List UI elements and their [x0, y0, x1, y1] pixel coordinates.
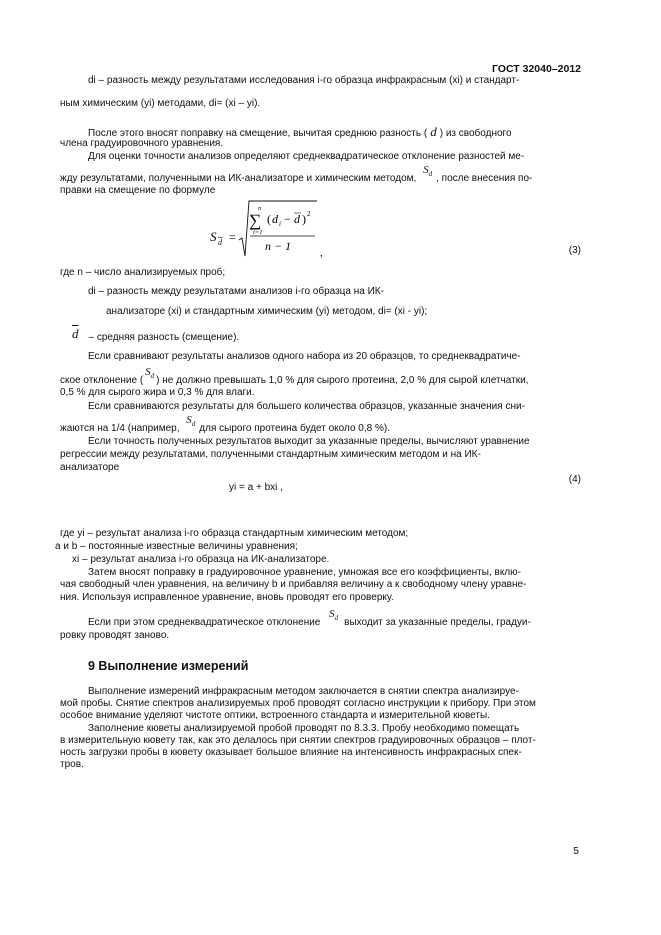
text-line: где n – число анализируемых проб;	[60, 267, 226, 278]
equation-number: (3)	[568, 245, 581, 256]
text-line: Если сравниваются результаты для большего количества образцов, указанные значения сни-	[88, 401, 525, 412]
symbol-d-subscript: d	[334, 614, 339, 623]
text-line: где yi – результат анализа i-го образца стандартным химическим методом;	[60, 528, 409, 539]
mean-difference-symbol: d	[430, 124, 437, 139]
symbol-d-subscript: d	[428, 170, 433, 179]
formula-denominator: n − 1	[265, 239, 292, 253]
std-deviation-symbol	[423, 164, 433, 179]
formula-3	[205, 196, 335, 264]
text-line: Для оценки точности анализов определяют среднеквадратическое отклонение разностей ме-	[88, 151, 525, 162]
std-deviation-symbol	[145, 366, 155, 381]
text-span: После этого вносят поправку на смещение, вычитая среднюю разность (	[88, 128, 428, 139]
paren-left: (	[267, 212, 271, 226]
formula-comma: ,	[320, 247, 323, 259]
page-number: 5	[573, 845, 579, 857]
text-span: ) не должно превышать 1,0 % для сырого протеина, 2,0 % для сырой клетчатки,	[156, 375, 529, 386]
formula-d: d	[272, 212, 278, 226]
text-line: 0,5 % для сырого жира и 0,3 % для влаги.	[60, 387, 255, 398]
text-span: жаются на 1/4 (например,	[60, 423, 180, 434]
text-line: ность загрузки пробы в кювету оказывает большое влияние на интенсивность инфракрасных спек-	[60, 747, 522, 758]
text-span: Если при этом среднеквадратическое отклонение	[88, 617, 321, 628]
formula-exponent: 2	[307, 210, 311, 218]
text-line: ным химическим (yi) методами, di= (xi – yi).	[60, 98, 261, 109]
text-line: анализаторе (xi) и стандартным химическим (yi) методом, di= (xi - yi);	[106, 306, 428, 317]
text-span: выходит за указанные пределы, градуи-	[344, 617, 531, 628]
equation-4: yi = a + bxi ,	[229, 482, 283, 493]
text-span: жду результатами, полученными на ИК-анализаторе и химическим методом,	[60, 173, 417, 184]
paren-right: )	[302, 212, 306, 226]
text-span: – средняя разность (смещение).	[88, 332, 240, 343]
formula-s-subscript: d	[218, 238, 222, 247]
text-line: члена градуировочного уравнения.	[60, 138, 224, 149]
section-heading: 9 Выполнение измерений	[88, 659, 249, 673]
formula-mean-d: d	[294, 212, 300, 226]
text-line: правки на смещение по формуле	[60, 185, 216, 196]
text-line: di – разность между результатами исследования i-го образца инфракрасным (xi) и стандарт-	[88, 75, 520, 86]
formula-s: S	[210, 229, 217, 244]
formula-equals: =	[229, 230, 236, 244]
formula-d-subscript: i	[279, 220, 281, 228]
std-deviation-symbol	[186, 414, 196, 429]
text-span: ) из свободного	[439, 128, 512, 139]
mean-difference-symbol: $\overline{d}$	[72, 326, 79, 341]
text-line: Если точность полученных результатов выходит за указанные пределы, вычисляют уравнение	[88, 436, 530, 447]
symbol-s: S	[186, 414, 192, 426]
text-line: а и b – постоянные известные величины уравнения;	[55, 541, 298, 552]
symbol-s: S	[329, 608, 335, 620]
document-number: ГОСТ 32040–2012	[491, 63, 581, 75]
text-line: Заполнение кюветы анализируемой пробой проводят по 8.3.3. Пробу необходимо помещать	[88, 723, 520, 734]
std-deviation-symbol	[329, 608, 339, 623]
text-line: Если сравнивают результаты анализов одного набора из 20 образцов, то среднеквадратиче-	[88, 351, 521, 362]
text-line: di – разность между результатами анализов i-го образца на ИК-	[88, 286, 384, 297]
text-line: Выполнение измерений инфракрасным методом заключается в снятии спектра анализируе-	[88, 686, 519, 697]
text-span: , после внесения по-	[436, 173, 533, 184]
symbol-d-subscript: d	[191, 420, 196, 429]
symbol-s: S	[145, 366, 151, 378]
text-line: тров.	[60, 759, 84, 770]
text-line: Затем вносят поправку в градуировочное уравнение, умножая все его коэффициенты, вклю-	[88, 567, 521, 578]
sum-sign: ∑	[249, 211, 262, 230]
formula-minus: −	[284, 212, 291, 226]
text-line: чая свободный член уравнения, на величину b и прибавляя величину a к свободному члену уравне-	[60, 579, 527, 590]
text-line: ровку проводят заново.	[60, 630, 170, 641]
text-line: регрессии между результатами, полученными стандартным химическим методом и на ИК-	[60, 449, 481, 460]
text-line: xi – результат анализа i-го образца на ИК-анализаторе.	[72, 554, 330, 565]
text-span: для сырого протеина будет около 0,8 %).	[199, 423, 390, 434]
text-line: анализаторе	[60, 462, 120, 473]
sum-upper-limit: n	[258, 205, 262, 212]
text-line: ния. Используя исправленное уравнение, вновь проводят его проверку.	[60, 592, 394, 603]
symbol-s: S	[423, 164, 429, 176]
text-line: мой пробы. Снятие спектров анализируемых проб проводят согласно инструкции к прибору. При этом	[60, 698, 536, 709]
equation-number: (4)	[568, 474, 581, 485]
symbol-d-subscript: d	[150, 372, 155, 381]
text-line	[72, 326, 240, 344]
text-line: в измерительную кювету так, как это делалось при снятии спектров градуировочных образцов – плот-	[60, 735, 536, 746]
text-span: ское отклонение (	[60, 375, 144, 386]
sum-lower-limit: i=1	[253, 229, 263, 236]
text-line: особое внимание уделяют чистоте оптики, встроенного стандарта и измерительной кюветы.	[60, 710, 490, 721]
